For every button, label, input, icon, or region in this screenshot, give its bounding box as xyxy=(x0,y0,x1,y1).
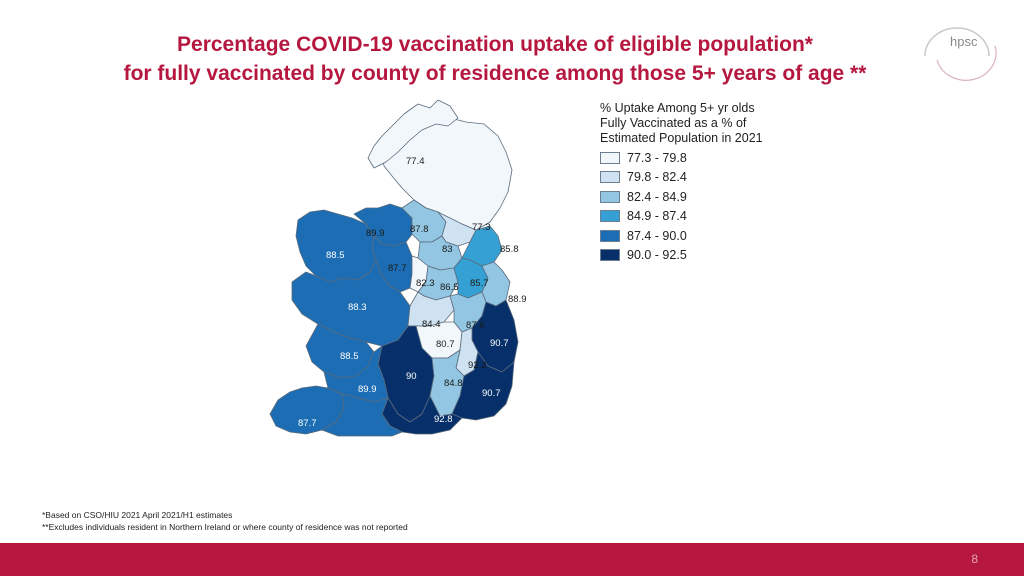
title-line-1: Percentage COVID-19 vaccination uptake of eligible population* xyxy=(177,33,813,56)
label-longford: 82.3 xyxy=(416,278,435,289)
legend-item xyxy=(600,148,800,168)
label-mayo: 88.5 xyxy=(326,250,345,261)
label-meath: 85.7 xyxy=(470,278,489,289)
legend-swatch xyxy=(600,210,620,222)
label-louth-east: 85.8 xyxy=(500,244,519,255)
label-dublin: 88.9 xyxy=(508,294,527,305)
legend-item xyxy=(600,207,800,227)
footnotes xyxy=(42,509,408,533)
map-legend xyxy=(600,101,800,265)
legend-label: 79.8 - 82.4 xyxy=(627,170,687,185)
label-leitrim-cavan: 87.8 xyxy=(410,224,429,235)
legend-label: 90.0 - 92.5 xyxy=(627,248,687,263)
label-kilkenny: 84.8 xyxy=(444,378,463,389)
legend-swatch xyxy=(600,152,620,164)
title-line-2: for fully vaccinated by county of residence among those 5+ years of age ** xyxy=(123,62,867,85)
label-clare: 88.5 xyxy=(340,351,359,362)
label-galway: 88.3 xyxy=(348,302,367,313)
label-roscommon: 87.7 xyxy=(388,263,407,274)
legend-item xyxy=(600,246,800,266)
legend-title-line-1: % Uptake Among 5+ yr olds xyxy=(600,101,755,115)
legend-label: 77.3 - 79.8 xyxy=(627,150,687,165)
label-laois: 80.7 xyxy=(436,339,455,350)
footnote-1: *Based on CSO/HIU 2021 April 2021/H1 estimates xyxy=(42,510,233,520)
legend-title-line-3: Estimated Population in 2021 xyxy=(600,131,763,145)
footnote-2: **Excludes individuals resident in Northern Ireland or where county of residence was not reported xyxy=(42,522,408,532)
label-offaly: 84.4 xyxy=(422,319,441,330)
legend-item xyxy=(600,226,800,246)
legend-items xyxy=(600,148,800,265)
label-waterford: 92.8 xyxy=(434,414,453,425)
page-number: 8 xyxy=(971,552,978,566)
label-carlow: 92.2 xyxy=(468,360,487,371)
slide-title xyxy=(0,30,990,88)
label-kildare: 87.6 xyxy=(466,320,485,331)
label-donegal-south: 89.9 xyxy=(366,228,385,239)
label-limerick: 89.9 xyxy=(358,384,377,395)
label-monaghan: 77.3 xyxy=(472,222,491,233)
legend-label: 87.4 - 90.0 xyxy=(627,228,687,243)
label-wexford: 90.7 xyxy=(482,388,501,399)
legend-swatch xyxy=(600,171,620,183)
ireland-choropleth-map xyxy=(262,96,532,449)
label-northern-ireland: 77.4 xyxy=(406,156,425,167)
label-cork: 89.5 xyxy=(352,438,371,449)
hpsc-logo-text: hpsc xyxy=(950,34,978,49)
label-tipperary: 90 xyxy=(406,371,417,382)
legend-label: 82.4 - 84.9 xyxy=(627,189,687,204)
footer-bar xyxy=(0,543,1024,576)
legend-swatch xyxy=(600,230,620,242)
legend-title-line-2: Fully Vaccinated as a % of xyxy=(600,116,747,130)
label-kerry: 87.7 xyxy=(298,418,317,429)
legend-swatch xyxy=(600,249,620,261)
label-westmeath: 86.5 xyxy=(440,282,459,293)
legend-item xyxy=(600,168,800,188)
label-louth: 83 xyxy=(442,244,453,255)
legend-swatch xyxy=(600,191,620,203)
legend-label: 84.9 - 87.4 xyxy=(627,209,687,224)
label-wicklow: 90.7 xyxy=(490,338,509,349)
legend-item xyxy=(600,187,800,207)
